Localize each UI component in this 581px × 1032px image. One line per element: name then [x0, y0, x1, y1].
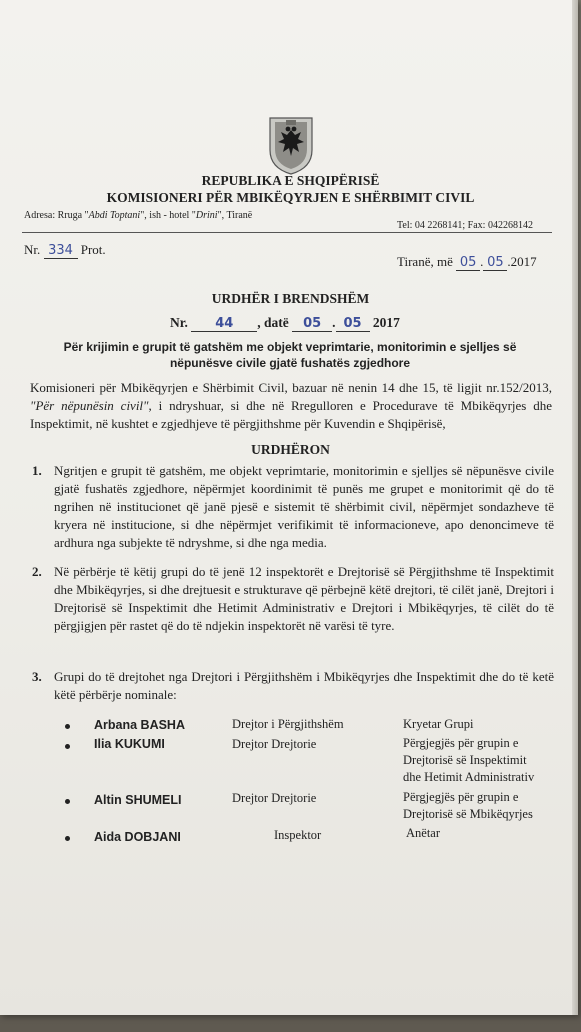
order-subject: Për krijimin e grupit të gatshëm me objekt veprimtarie, monitorimin e sjelljes së nëpunësve civile gjatë fushatës zgjedhore	[63, 340, 517, 370]
member-position: Inspektor	[274, 828, 322, 842]
member-role: Kryetar Grupi	[403, 717, 474, 731]
member-position: Drejtor Drejtorie	[232, 737, 317, 751]
urdheron-heading: URDHËRON	[251, 442, 330, 457]
header-phone: Tel: 04 2268141; Fax: 042268142	[397, 220, 533, 231]
member-position: Drejtor i Përgjithshëm	[232, 717, 344, 731]
header-divider	[22, 232, 552, 233]
order-number-line: Nr. 44 , datë 05 . 05 2017	[170, 315, 400, 331]
list-item: 3. Grupi do të drejtohet nga Drejtori i Përgjithshëm i Mbikëqyrjes dhe Inspektimit dhe do të ketë këtë përbërje nominale:	[32, 669, 554, 702]
member-role: Përgjegjës për grupin e Drejtorisë së Inspektimit dhe Hetimit Administrativ	[403, 736, 535, 784]
bullet-icon	[65, 744, 70, 749]
intro-paragraph: Komisioneri për Mbikëqyrjen e Shërbimit Civil, bazuar në nenin 14 dhe 15, të ligjit nr.152/2013, "Për nëpunësin civil", i ndryshuar, si dhe në Rregulloren e Procedurave të Mbikëqyrjes dhe Inspektimit, në kushtet e zgjedhjeve të përgjithshme për Kuvendin e Shqipërisë,	[30, 380, 553, 431]
bullet-icon	[65, 799, 70, 804]
member-name: Altin SHUMELI	[94, 793, 182, 807]
protocol-number: Nr. 334 Prot.	[24, 242, 106, 258]
bullet-icon	[65, 836, 70, 841]
law-title: "Për nëpunësin civil"	[30, 398, 149, 413]
member-name: Ilia KUKUMI	[94, 737, 165, 751]
member-position: Drejtor Drejtorie	[232, 791, 317, 805]
order-title: URDHËR I BRENDSHËM	[211, 291, 370, 306]
protocol-number-value: 334	[48, 243, 73, 258]
place-date: Tiranë, më 05 . 05 .2017	[397, 254, 537, 270]
member-name: Aida DOBJANI	[94, 830, 181, 844]
list-item: 2. Në përbërje të këtij grupi do të jenë 12 inspektorët e Drejtorisë së Përgjithshme të Inspektimit dhe Mbikëqyrjes, si dhe drejtuesit e strukturave që përbejnë këtë drejtori, të cilët janë, Drejtori i Drejtorisë së Inspektimit dhe Hetimit Administrativ e Drejtori i Mbikëqyrjes, të cilët do të përgjigjen për rastet që do të ndjekin inspektorët në varësi të tyre.	[32, 564, 554, 633]
list-item: 1. Ngritjen e grupit të gatshëm, me objekt veprimtarie, monitorimin e sjelljes së nëpunësve civile gjatë fushatës zgjedhore, nëpërmjet koordinimit të punës me grupet e monitorimit që do të ngrihen në institucionet që janë pjesë e sistemit të shërbimit civil, nëpërmjet sondazheve të kryera në institucione, si dhe nëpërmjet verifikimit të informacioneve, apo denoncimeve të ardhura nga subjekte të ndryshme, si dhe nga media.	[32, 463, 554, 550]
header-address: Adresa: Rruga "Abdi Toptani", ish - hotel "Drini", Tiranë	[24, 210, 253, 221]
member-name: Arbana BASHA	[94, 718, 185, 732]
member-role: Anëtar	[406, 826, 441, 840]
member-role: Përgjegjës për grupin e Drejtorisë së Mbikëqyrjes	[403, 790, 533, 821]
bullet-icon	[65, 724, 70, 729]
order-number-value: 44	[215, 316, 234, 331]
header-commission: KOMISIONERI PËR MBIKËQYRJEN E SHËRBIMIT CIVIL	[106, 190, 475, 205]
header-republic: REPUBLIKA E SHQIPËRISË	[201, 173, 380, 188]
albanian-emblem-icon	[267, 116, 315, 176]
paper-edge	[572, 0, 578, 1015]
